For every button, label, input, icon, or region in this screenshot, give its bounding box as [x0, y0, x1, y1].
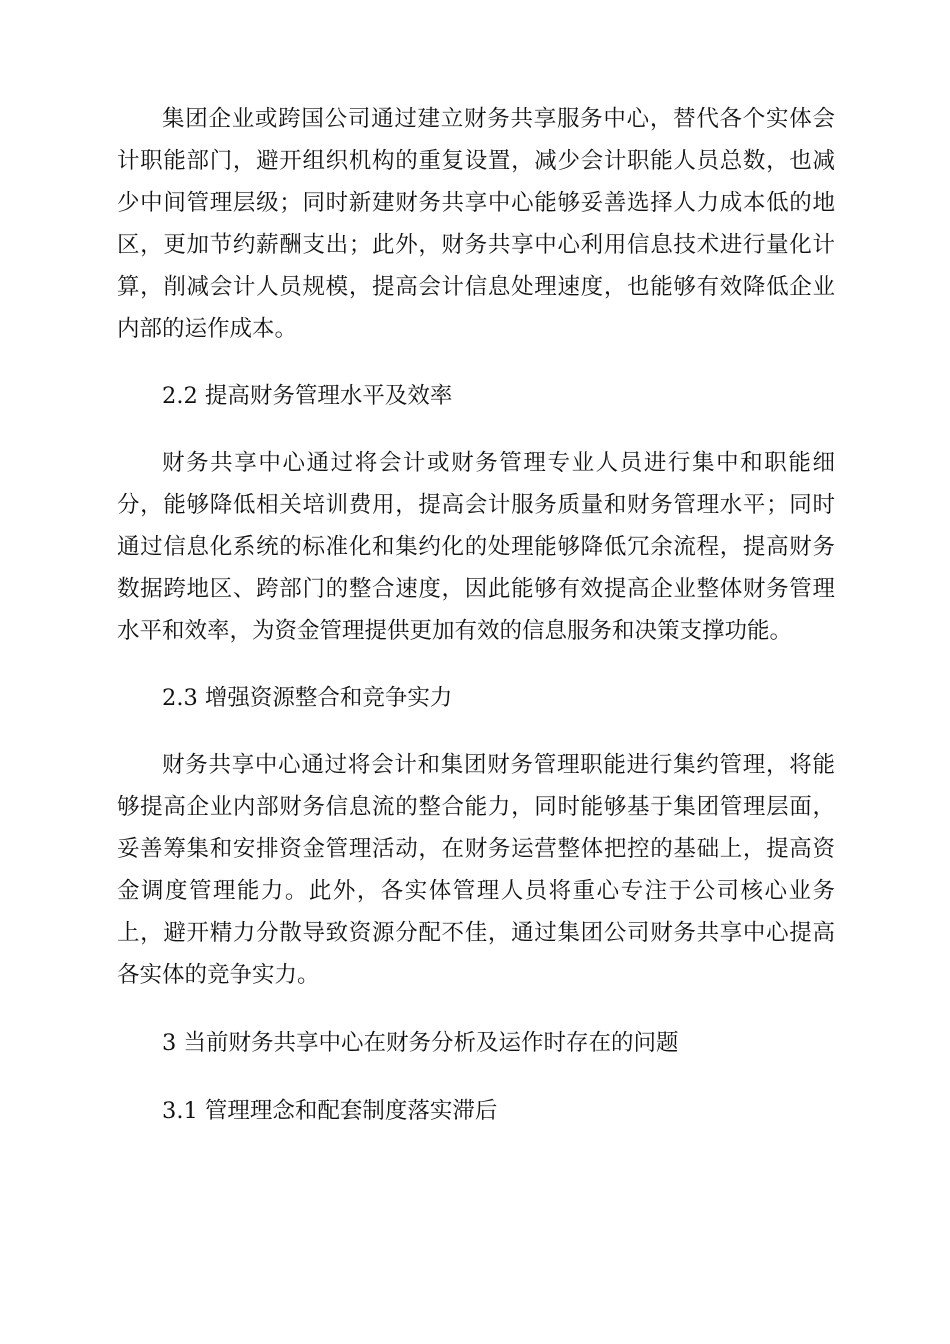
section-heading-3: 3 当前财务共享中心在财务分析及运作时存在的问题 [162, 1030, 679, 1056]
document-page [117, 98, 835, 1132]
paragraph-cost-reduction: 集团企业或跨国公司通过建立财务共享服务中心，替代各个实体会计职能部门，避开组织机构的重复设置，减少会计职能人员总数，也减少中间管理层级；同时新建财务共享中心能够妥善选择人力成本低的地区，更加节约薪酬支出；此外，财务共享中心利用信息技术进行量化计算，削减会计人员规模，提高会计信息处理速度，也能够有效降低企业内部的运作成本。 [117, 106, 835, 342]
section-heading-2-3: 2.3 增强资源整合和竞争实力 [162, 685, 453, 711]
section-heading-2-2: 2.2 提高财务管理水平及效率 [162, 383, 453, 409]
paragraph-resource-integration: 财务共享中心通过将会计和集团财务管理职能进行集约管理，将能够提高企业内部财务信息流的整合能力，同时能够基于集团管理层面，妥善筹集和安排资金管理活动，在财务运营整体把控的基础上，提高资金调度管理能力。此外，各实体管理人员将重心专注于公司核心业务上，避开精力分散导致资源分配不佳，通过集团公司财务共享中心提高各实体的竞争实力。 [117, 752, 835, 988]
paragraph-management-efficiency: 财务共享中心通过将会计或财务管理专业人员进行集中和职能细分，能够降低相关培训费用，提高会计服务质量和财务管理水平；同时通过信息化系统的标准化和集约化的处理能够降低冗余流程，提高财务数据跨地区、跨部门的整合速度，因此能够有效提高企业整体财务管理水平和效率，为资金管理提供更加有效的信息服务和决策支撑功能。 [117, 450, 835, 644]
section-heading-3-1: 3.1 管理理念和配套制度落实滞后 [162, 1098, 498, 1124]
